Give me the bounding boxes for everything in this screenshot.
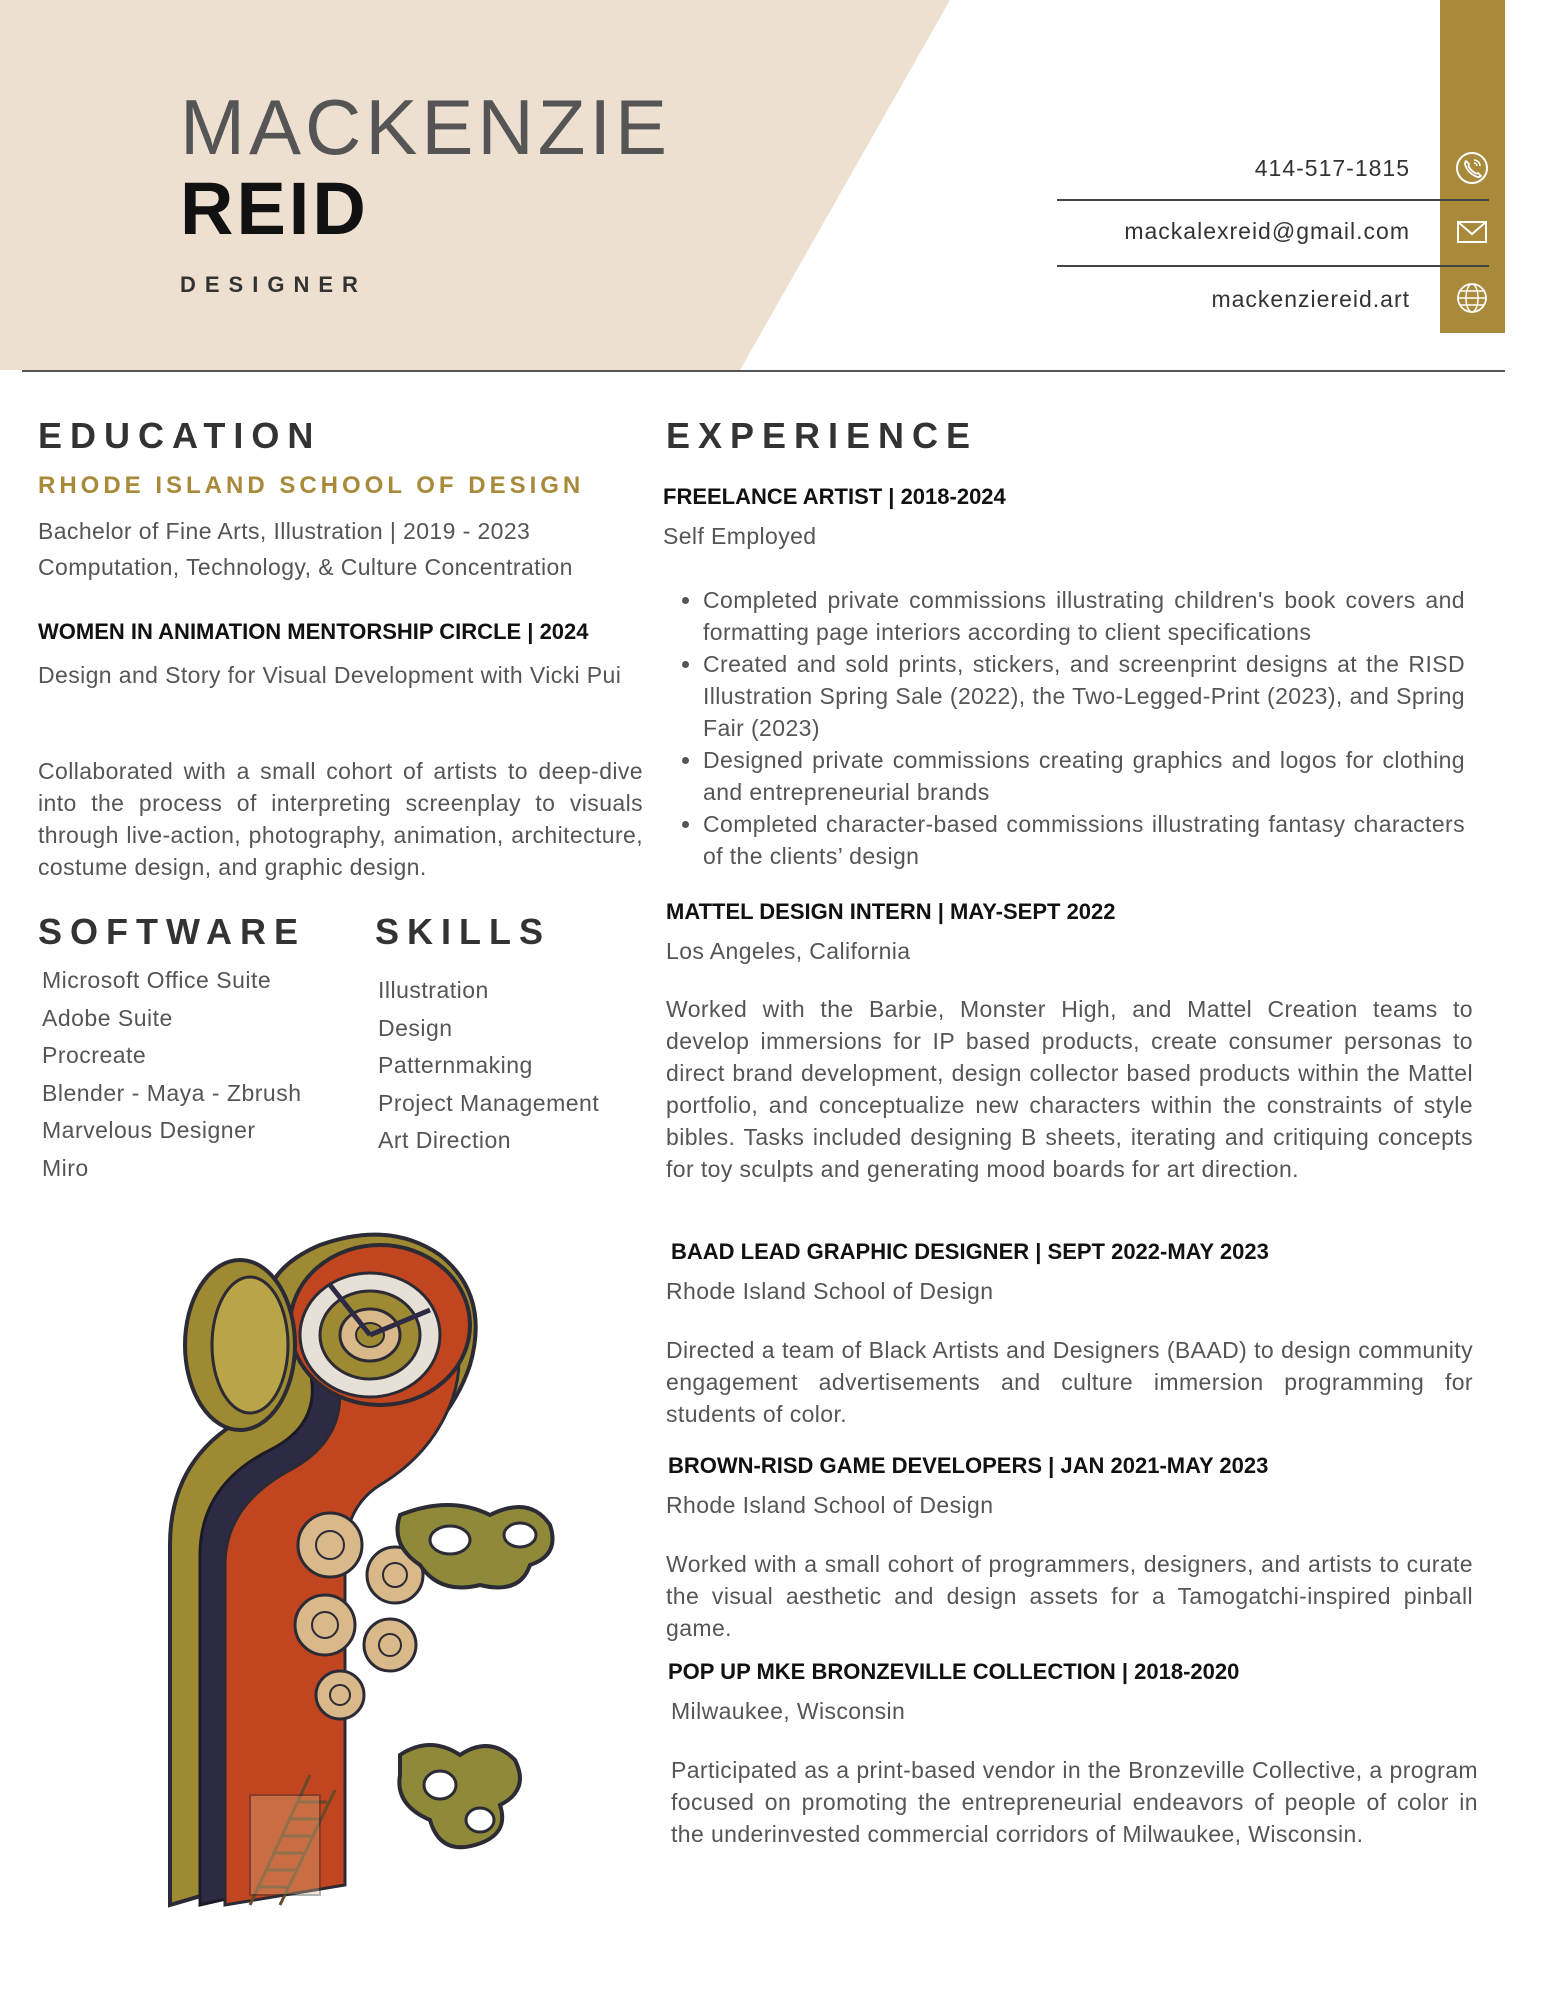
skill-item: Patternmaking xyxy=(378,1052,533,1078)
skills-heading: SKILLS xyxy=(375,911,552,952)
skill-item: Illustration xyxy=(378,977,489,1003)
contact-divider xyxy=(1057,199,1489,201)
contact-divider xyxy=(1057,265,1489,267)
skill-item: Design xyxy=(378,1014,453,1041)
software-item: Procreate xyxy=(42,1042,147,1068)
job-org: Rhode Island School of Design xyxy=(666,1278,994,1304)
software-item: Marvelous Designer xyxy=(42,1117,256,1143)
skills-list xyxy=(378,972,599,1160)
software-heading: SOFTWARE xyxy=(38,911,306,952)
mentorship-description: Collaborated with a small cohort of artists to deep-dive into the process of interpreting screenplay to visuals through live-action, photography, animation, architecture, costume design, and graphic design. xyxy=(38,758,643,880)
header-divider xyxy=(22,370,1505,372)
skill-item: Project Management xyxy=(378,1089,600,1116)
phone-icon xyxy=(1454,150,1490,186)
website-link[interactable]: mackenziereid.art xyxy=(1211,286,1410,312)
job-org: Milwaukee, Wisconsin xyxy=(671,1698,906,1724)
phone-number[interactable]: 414-517-1815 xyxy=(1254,155,1410,181)
job-title-game-dev: BROWN-RISD GAME DEVELOPERS | JAN 2021-MAY 2023 xyxy=(668,1453,1269,1478)
job-title-mattel: MATTEL DESIGN INTERN | MAY-SEPT 2022 xyxy=(666,899,1116,924)
job-description: Worked with the Barbie, Monster High, and Mattel Creation teams to develop immersions for IP based products, create consumer personas to direct brand development, design collector based products within the Mattel portfolio, and conceptualize new characters within the constraints of style bibles. Tasks included designing B sheets, iterating and critiquing concepts for toy sculpts and generating mood boards for art direction. xyxy=(666,996,1473,1182)
mentorship-course: Design and Story for Visual Development with Vicki Pui xyxy=(38,662,622,688)
email-address[interactable]: mackalexreid@gmail.com xyxy=(1124,218,1410,244)
software-item: Adobe Suite xyxy=(42,1004,173,1031)
job-title-baad: BAAD LEAD GRAPHIC DESIGNER | SEPT 2022-MAY 2023 xyxy=(671,1239,1269,1264)
first-name: MACKENZIE xyxy=(180,83,672,171)
software-item: Microsoft Office Suite xyxy=(42,967,272,993)
job-description: Participated as a print-based vendor in the Bronzeville Collective, a program focused on promoting the entrepreneurial endeavors of people of color in the underinvested commercial corridors of Milwaukee, Wisconsin. xyxy=(671,1757,1478,1847)
experience-heading: EXPERIENCE xyxy=(666,415,979,456)
clockwork-illustration xyxy=(130,1215,580,1915)
bullet-item: • Created and sold prints, stickers, and screenprint designs at the RISD Illustration Spring Sale (2022), the Two-Legged-Print (2023), and Spring Fair (2023) xyxy=(703,648,1465,744)
education-heading: EDUCATION xyxy=(38,415,322,456)
skill-item: Art Direction xyxy=(378,1127,512,1153)
bullet-item: • Completed private commissions illustrating children's book covers and formatting page interiors according to client specifications xyxy=(703,584,1465,648)
bullet-item: • Designed private commissions creating graphics and logos for clothing and entrepreneurial brands xyxy=(703,744,1465,808)
last-name: REID xyxy=(180,167,369,250)
software-list xyxy=(42,962,301,1187)
software-item: Miro xyxy=(42,1154,89,1181)
degree: Bachelor of Fine Arts, Illustration | 2019 - 2023 xyxy=(38,518,531,544)
job-title-bronzeville: POP UP MKE BRONZEVILLE COLLECTION | 2018-2020 xyxy=(668,1659,1240,1684)
job-role: DESIGNER xyxy=(180,272,367,297)
job-org: Rhode Island School of Design xyxy=(666,1492,994,1518)
globe-icon xyxy=(1454,280,1490,316)
job-org: Los Angeles, California xyxy=(666,938,911,964)
job-description: Worked with a small cohort of programmers, designers, and artists to curate the visual aesthetic and design assets for a Tamogatchi-inspired pinball game. xyxy=(666,1551,1473,1641)
job-title-freelance: FREELANCE ARTIST | 2018-2024 xyxy=(663,484,1006,509)
job-org: Self Employed xyxy=(663,523,817,549)
school-name: RHODE ISLAND SCHOOL OF DESIGN xyxy=(38,472,585,499)
mentorship-title: WOMEN IN ANIMATION MENTORSHIP CIRCLE | 2024 xyxy=(38,619,589,644)
job-description: Directed a team of Black Artists and Designers (BAAD) to design community engagement advertisements and culture immersion programming for students of color. xyxy=(666,1337,1473,1427)
freelance-bullets xyxy=(663,584,1465,872)
mail-icon xyxy=(1454,214,1490,250)
bullet-item: • Completed character-based commissions illustrating fantasy characters of the clients’ design xyxy=(703,808,1465,872)
concentration: Computation, Technology, & Culture Concentration xyxy=(38,554,573,580)
software-item: Blender - Maya - Zbrush xyxy=(42,1079,302,1106)
